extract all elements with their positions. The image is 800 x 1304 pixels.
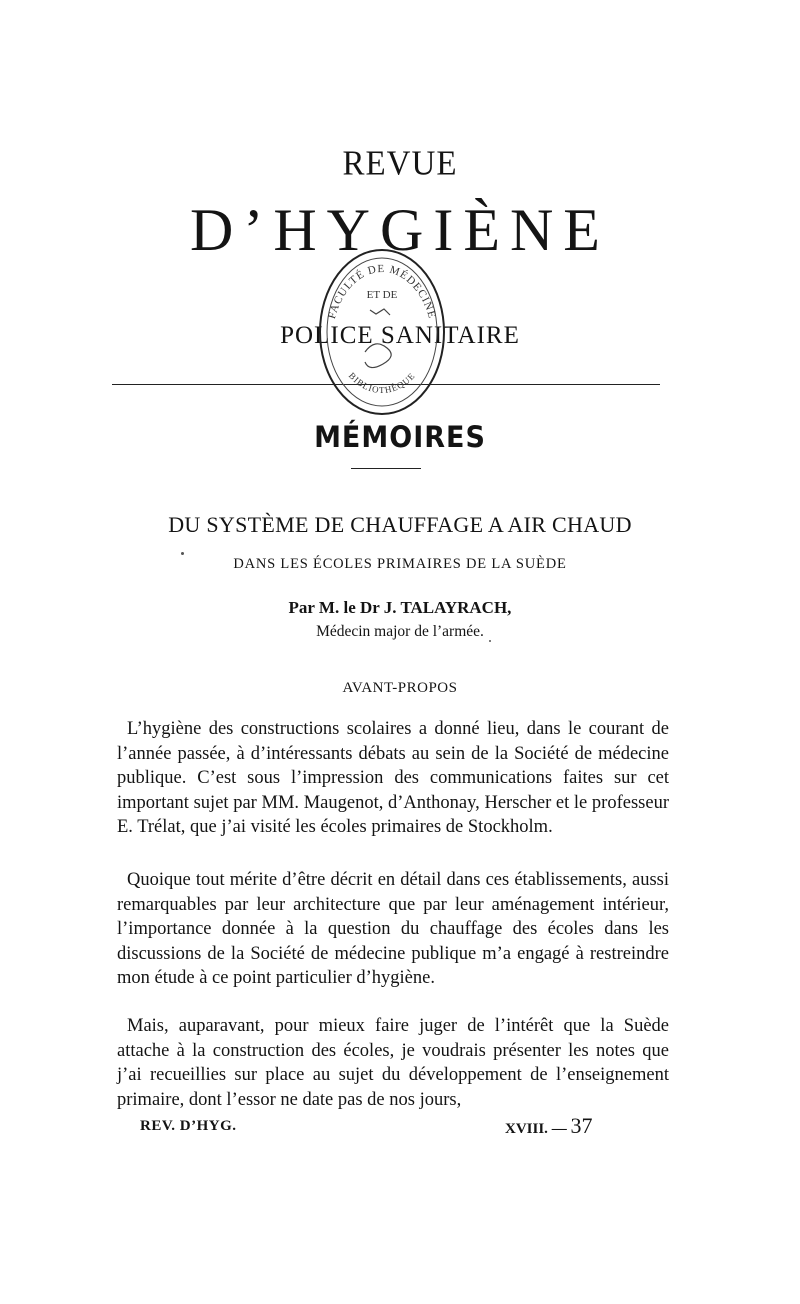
page-number: 37 (570, 1113, 593, 1138)
avant-propos-heading: AVANT-PROPOS (342, 680, 458, 696)
paragraph (117, 868, 669, 991)
paragraph-text: L’hygiène des constructions scolaires a donné lieu, dans le courant de l’année passée, à d’intéressants débats au sein de la Société de médecine publique. C’est sous l’impression des communications faites sur cet important sujet par MM. Maugenot, d’Anthonay, Herscher et le professeur E. Trélat, que j’ai visité les écoles primaires de Stockholm. (117, 719, 669, 837)
footer-page-info (505, 1113, 592, 1139)
print-speck (489, 640, 491, 642)
library-stamp (310, 232, 455, 432)
article-title: DU SYSTÈME DE CHAUFFAGE A AIR CHAUD (168, 512, 632, 537)
paragraph (117, 1014, 669, 1112)
article-affiliation: Médecin major de l’armée. (316, 623, 484, 640)
stamp-text-mid: ET DE (366, 289, 398, 301)
stamp-text-top: FACULTÉ DE MÉDECINE (325, 262, 439, 321)
section-rule (351, 468, 421, 469)
paragraph (117, 717, 669, 840)
paragraph-text: Mais, auparavant, pour mieux faire juger de l’intérêt que la Suède attache à la construction des écoles, je voudrais présenter les notes que j’ai recueillies sur place au sujet du développement de l’enseignement primaire, dont l’essor ne date pas de nos jours, (117, 1016, 669, 1110)
article-subtitle: DANS LES ÉCOLES PRIMAIRES DE LA SUÈDE (233, 556, 567, 572)
section-heading: MÉMOIRES (314, 420, 486, 455)
journal-title-main: D’HYGIÈNE (190, 197, 610, 263)
svg-text:BIBLIOTHÈQUE (347, 370, 417, 395)
article-byline: Par M. le Dr J. TALAYRACH, (288, 598, 512, 617)
footer-volume: XVIII. (505, 1121, 548, 1137)
journal-title-top: REVUE (342, 145, 458, 183)
footer-journal-abbrev: REV. D’HYG. (140, 1118, 237, 1134)
stamp-text-bottom: BIBLIOTHÈQUE (346, 370, 418, 395)
paragraph-text: Quoique tout mérite d’être décrit en détail dans ces établissements, aussi remarquables par leur architecture que par leur aménagement intérieur, l’importance donnée à la question du chauffage des écoles dans les discussions de la Société de médecine publique m’a engagé à restreindre mon étude à ce point particulier d’hygiène. (117, 870, 669, 988)
footer-dash: — (551, 1121, 567, 1137)
print-speck (181, 552, 184, 555)
journal-title-sub: POLICE SANITAIRE (280, 322, 520, 349)
